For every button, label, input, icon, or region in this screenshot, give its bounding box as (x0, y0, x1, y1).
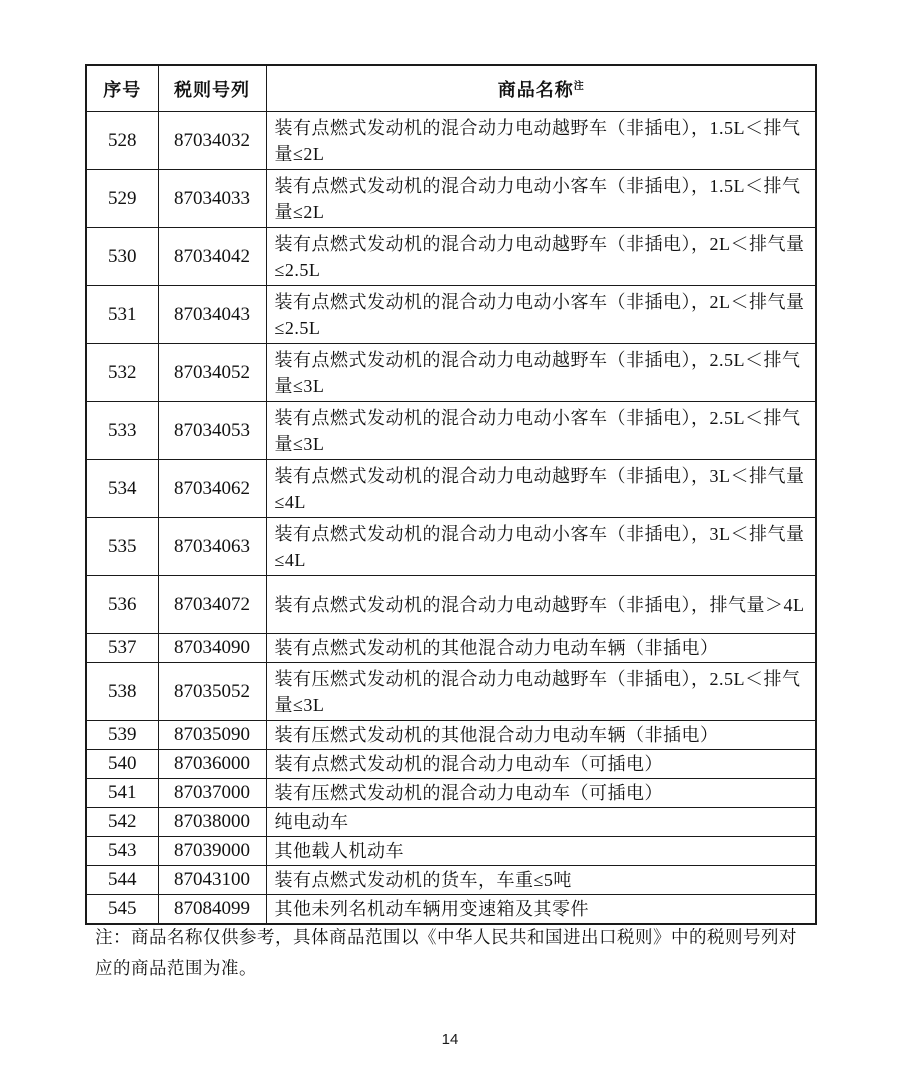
table-footnote: 注：商品名称仅供参考，具体商品范围以《中华人民共和国进出口税则》中的税则号列对应的商品范围为准。 (95, 927, 797, 978)
row-index: 543 (86, 837, 158, 866)
row-name: 纯电动车 (266, 808, 816, 837)
table-row (86, 779, 816, 808)
row-index: 532 (86, 344, 158, 402)
row-name: 其他未列名机动车辆用变速箱及其零件 (266, 895, 816, 925)
row-index: 541 (86, 779, 158, 808)
table-row (86, 663, 816, 721)
table-row (86, 170, 816, 228)
row-index: 542 (86, 808, 158, 837)
row-index: 535 (86, 518, 158, 576)
table-row (86, 750, 816, 779)
row-code: 87084099 (158, 895, 266, 925)
table-row (86, 866, 816, 895)
header-name (266, 65, 816, 112)
header-name-label: 商品名称 (497, 79, 574, 100)
table-row (86, 895, 816, 925)
row-code: 87034032 (158, 112, 266, 170)
row-code: 87035052 (158, 663, 266, 721)
row-name: 装有压燃式发动机的混合动力电动车（可插电） (266, 779, 816, 808)
row-index: 537 (86, 634, 158, 663)
table-row (86, 112, 816, 170)
header-name-footnote-mark: 注 (573, 80, 584, 92)
row-code: 87034033 (158, 170, 266, 228)
row-index: 530 (86, 228, 158, 286)
row-name: 装有压燃式发动机的其他混合动力电动车辆（非插电） (266, 721, 816, 750)
row-name: 装有点燃式发动机的混合动力电动小客车（非插电），2L＜排气量≤2.5L (266, 286, 816, 344)
table-header-row (86, 65, 816, 112)
row-name: 装有点燃式发动机的混合动力电动越野车（非插电），2.5L＜排气量≤3L (266, 344, 816, 402)
tariff-table (85, 64, 817, 925)
row-name: 其他载人机动车 (266, 837, 816, 866)
row-code: 87034042 (158, 228, 266, 286)
row-name: 装有点燃式发动机的混合动力电动车（可插电） (266, 750, 816, 779)
row-name: 装有点燃式发动机的混合动力电动小客车（非插电），2.5L＜排气量≤3L (266, 402, 816, 460)
row-index: 531 (86, 286, 158, 344)
row-code: 87043100 (158, 866, 266, 895)
table-row (86, 286, 816, 344)
row-index: 538 (86, 663, 158, 721)
row-name: 装有点燃式发动机的混合动力电动越野车（非插电），1.5L＜排气量≤2L (266, 112, 816, 170)
table-row (86, 837, 816, 866)
header-code: 税则号列 (158, 65, 266, 112)
row-index: 545 (86, 895, 158, 925)
row-name: 装有压燃式发动机的混合动力电动越野车（非插电），2.5L＜排气量≤3L (266, 663, 816, 721)
row-code: 87034063 (158, 518, 266, 576)
table-row (86, 402, 816, 460)
table-row (86, 634, 816, 663)
row-index: 540 (86, 750, 158, 779)
table-row (86, 518, 816, 576)
row-index: 536 (86, 576, 158, 634)
row-code: 87034062 (158, 460, 266, 518)
row-code: 87034043 (158, 286, 266, 344)
row-name: 装有点燃式发动机的货车，车重≤5吨 (266, 866, 816, 895)
row-code: 87035090 (158, 721, 266, 750)
table-row (86, 228, 816, 286)
row-code: 87034053 (158, 402, 266, 460)
row-index: 534 (86, 460, 158, 518)
row-index: 533 (86, 402, 158, 460)
row-name: 装有点燃式发动机的混合动力电动小客车（非插电），3L＜排气量≤4L (266, 518, 816, 576)
row-code: 87034090 (158, 634, 266, 663)
row-code: 87037000 (158, 779, 266, 808)
row-code: 87038000 (158, 808, 266, 837)
row-index: 528 (86, 112, 158, 170)
row-name: 装有点燃式发动机的混合动力电动小客车（非插电），1.5L＜排气量≤2L (266, 170, 816, 228)
row-index: 529 (86, 170, 158, 228)
row-code: 87034072 (158, 576, 266, 634)
page-number: 14 (441, 1031, 459, 1048)
row-name: 装有点燃式发动机的其他混合动力电动车辆（非插电） (266, 634, 816, 663)
table-row (86, 721, 816, 750)
row-code: 87034052 (158, 344, 266, 402)
row-code: 87036000 (158, 750, 266, 779)
table-row (86, 808, 816, 837)
row-name: 装有点燃式发动机的混合动力电动越野车（非插电），排气量＞4L (266, 576, 816, 634)
table-row (86, 344, 816, 402)
row-index: 539 (86, 721, 158, 750)
header-index: 序号 (86, 65, 158, 112)
row-code: 87039000 (158, 837, 266, 866)
row-name: 装有点燃式发动机的混合动力电动越野车（非插电），3L＜排气量≤4L (266, 460, 816, 518)
row-index: 544 (86, 866, 158, 895)
row-name: 装有点燃式发动机的混合动力电动越野车（非插电），2L＜排气量≤2.5L (266, 228, 816, 286)
table-row (86, 460, 816, 518)
table-row (86, 576, 816, 634)
